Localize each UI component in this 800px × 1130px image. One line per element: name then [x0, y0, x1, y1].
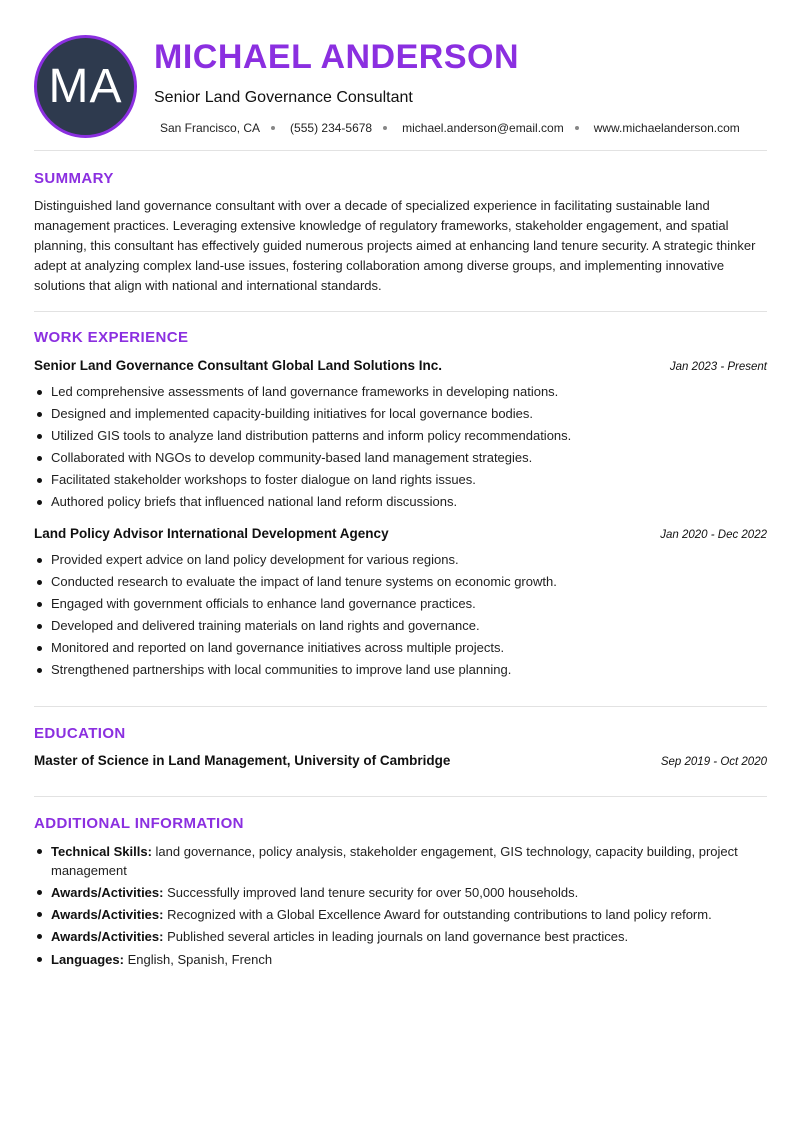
separator-dot: [383, 126, 387, 130]
education-degree: Master of Science in Land Management, University of Cambridge: [34, 753, 451, 768]
education-heading: EDUCATION: [34, 725, 126, 742]
item-label: Technical Skills:: [51, 844, 152, 859]
contact-phone[interactable]: (555) 234-5678: [290, 121, 373, 135]
item-label: Awards/Activities:: [51, 929, 164, 944]
list-item: Developed and delivered training materials on land rights and governance.: [34, 615, 767, 637]
list-item: [34, 883, 767, 902]
item-text: Recognized with a Global Excellence Award for outstanding contributions to land policy reform.: [163, 907, 712, 922]
contact-website[interactable]: www.michaelanderson.com: [593, 121, 740, 135]
list-item: Facilitated stakeholder workshops to foster dialogue on land rights issues.: [34, 469, 767, 491]
candidate-name: MICHAEL ANDERSON: [154, 38, 520, 76]
job-dates: Jan 2023 - Present: [669, 361, 767, 373]
contact-location: San Francisco, CA: [160, 121, 261, 135]
job-dates: Jan 2020 - Dec 2022: [660, 529, 767, 541]
list-item: [34, 842, 767, 880]
list-item: Authored policy briefs that influenced national land reform discussions.: [34, 491, 767, 513]
list-item: Conducted research to evaluate the impact of land tenure systems on economic growth.: [34, 571, 767, 593]
education-dates: Sep 2019 - Oct 2020: [660, 756, 767, 768]
list-item: Engaged with government officials to enhance land governance practices.: [34, 593, 767, 615]
summary-text: Distinguished land governance consultant with over a decade of specialized experience in facilitating sustainable land management practices. Leveraging extensive knowledge of regulatory frameworks, stakeholder engagement, and spatial planning, this consultant has effectively guided numerous projects aimed at enhancing land tenure security. A strategic thinker adept at analyzing complex land-use issues, fostering collaboration among diverse groups, and implementing innovative solutions that align with national and international standards.: [34, 198, 756, 293]
experience-heading: WORK EXPERIENCE: [34, 329, 189, 346]
job-header: [34, 526, 767, 541]
divider: [34, 311, 767, 312]
education-entry: [34, 753, 767, 768]
item-text: Successfully improved land tenure security for over 50,000 households.: [163, 885, 579, 900]
avatar: [34, 35, 137, 138]
job-bullets: [34, 381, 767, 513]
contact-email[interactable]: michael.anderson@email.com: [402, 121, 564, 135]
additional-heading: ADDITIONAL INFORMATION: [34, 815, 244, 832]
contact-line: [160, 121, 740, 135]
additional-list: [34, 842, 767, 972]
separator-dot: [271, 126, 275, 130]
job-role: Senior Land Governance Consultant Global Land Solutions Inc.: [34, 358, 443, 373]
list-item: Utilized GIS tools to analyze land distribution patterns and inform policy recommendations.: [34, 425, 767, 447]
list-item: [34, 927, 767, 946]
divider: [34, 150, 767, 151]
item-text: Published several articles in leading journals on land governance best practices.: [163, 929, 629, 944]
item-text: English, Spanish, French: [123, 952, 273, 967]
item-label: Awards/Activities:: [51, 885, 164, 900]
avatar-initials: MA: [48, 60, 123, 113]
candidate-headline: Senior Land Governance Consultant: [154, 89, 413, 106]
divider: [34, 706, 767, 707]
list-item: Collaborated with NGOs to develop community-based land management strategies.: [34, 447, 767, 469]
job-header: [34, 358, 767, 373]
list-item: [34, 905, 767, 924]
list-item: Monitored and reported on land governance initiatives across multiple projects.: [34, 637, 767, 659]
item-text: land governance, policy analysis, stakeholder engagement, GIS technology, capacity building, project management: [51, 844, 738, 878]
list-item: Provided expert advice on land policy development for various regions.: [34, 549, 767, 571]
list-item: Designed and implemented capacity-building initiatives for local governance bodies.: [34, 403, 767, 425]
summary-heading: SUMMARY: [34, 170, 114, 187]
item-label: Languages:: [51, 952, 124, 967]
list-item: [34, 950, 767, 969]
list-item: Strengthened partnerships with local communities to improve land use planning.: [34, 659, 767, 681]
job-bullets: [34, 549, 767, 681]
item-label: Awards/Activities:: [51, 907, 164, 922]
separator-dot: [575, 126, 579, 130]
job-role: Land Policy Advisor International Development Agency: [34, 526, 389, 541]
divider: [34, 796, 767, 797]
list-item: Led comprehensive assessments of land governance frameworks in developing nations.: [34, 381, 767, 403]
